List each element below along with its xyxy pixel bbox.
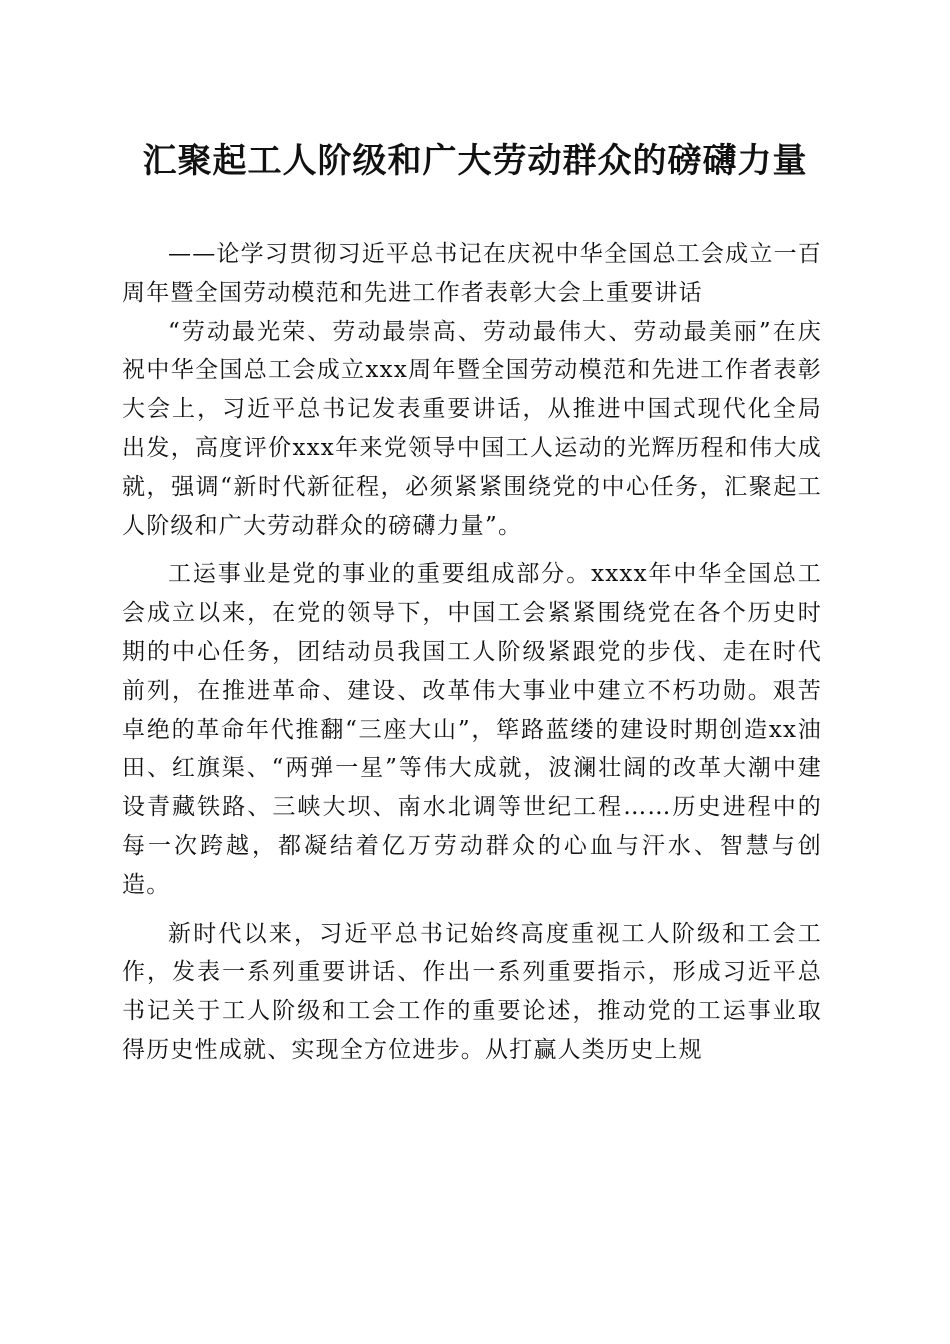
paragraph-3: 新时代以来，习近平总书记始终高度重视工人阶级和工会工作，发表一系列重要讲话、作出一系列重要指示，形成习近平总书记关于工人阶级和工会工作的重要论述，推动党的工运事业取得历史性成就、实现全方位进步。从打赢人类历史上规 — [122, 920, 822, 1063]
paragraph-1: “劳动最光荣、劳动最崇高、劳动最伟大、劳动最美丽”在庆祝中华全国总工会成立xxx周年暨全国劳动模范和先进工作者表彰大会上，习近平总书记发表重要讲话，从推进中国式现代化全局出发，高度评价xxx年来党领导中国工人运动的光辉历程和伟大成就，强调“新时代新征程，必须紧紧围绕党的中心任务，汇聚起工人阶级和广大劳动群众的磅礴力量”。 — [122, 318, 822, 539]
document-subtitle: ——论学习贯彻习近平总书记在庆祝中华全国总工会成立一百周年暨全国劳动模范和先进工作者表彰大会上重要讲话 — [122, 241, 822, 306]
paragraph-2: 工运事业是党的事业的重要组成部分。xxxx年中华全国总工会成立以来，在党的领导下，中国工会紧紧围绕党在各个历史时期的中心任务，团结动员我国工人阶级紧跟党的步伐、走在时代前列，在推进革命、建设、改革伟大事业中建立不朽功勋。艰苦卓绝的革命年代推翻“三座大山”，筚路蓝缕的建设时期创造xx油田、红旗渠、“两弹一星”等伟大成就，波澜壮阔的改革大潮中建设青藏铁路、三峡大坝、南水北调等世纪工程……历史进程中的每一次跨越，都凝结着亿万劳动群众的心血与汗水、智慧与创造。 — [122, 561, 822, 898]
document-body — [122, 235, 822, 1070]
document-title: 汇聚起工人阶级和广大劳动群众的磅礴力量 — [142, 141, 808, 181]
